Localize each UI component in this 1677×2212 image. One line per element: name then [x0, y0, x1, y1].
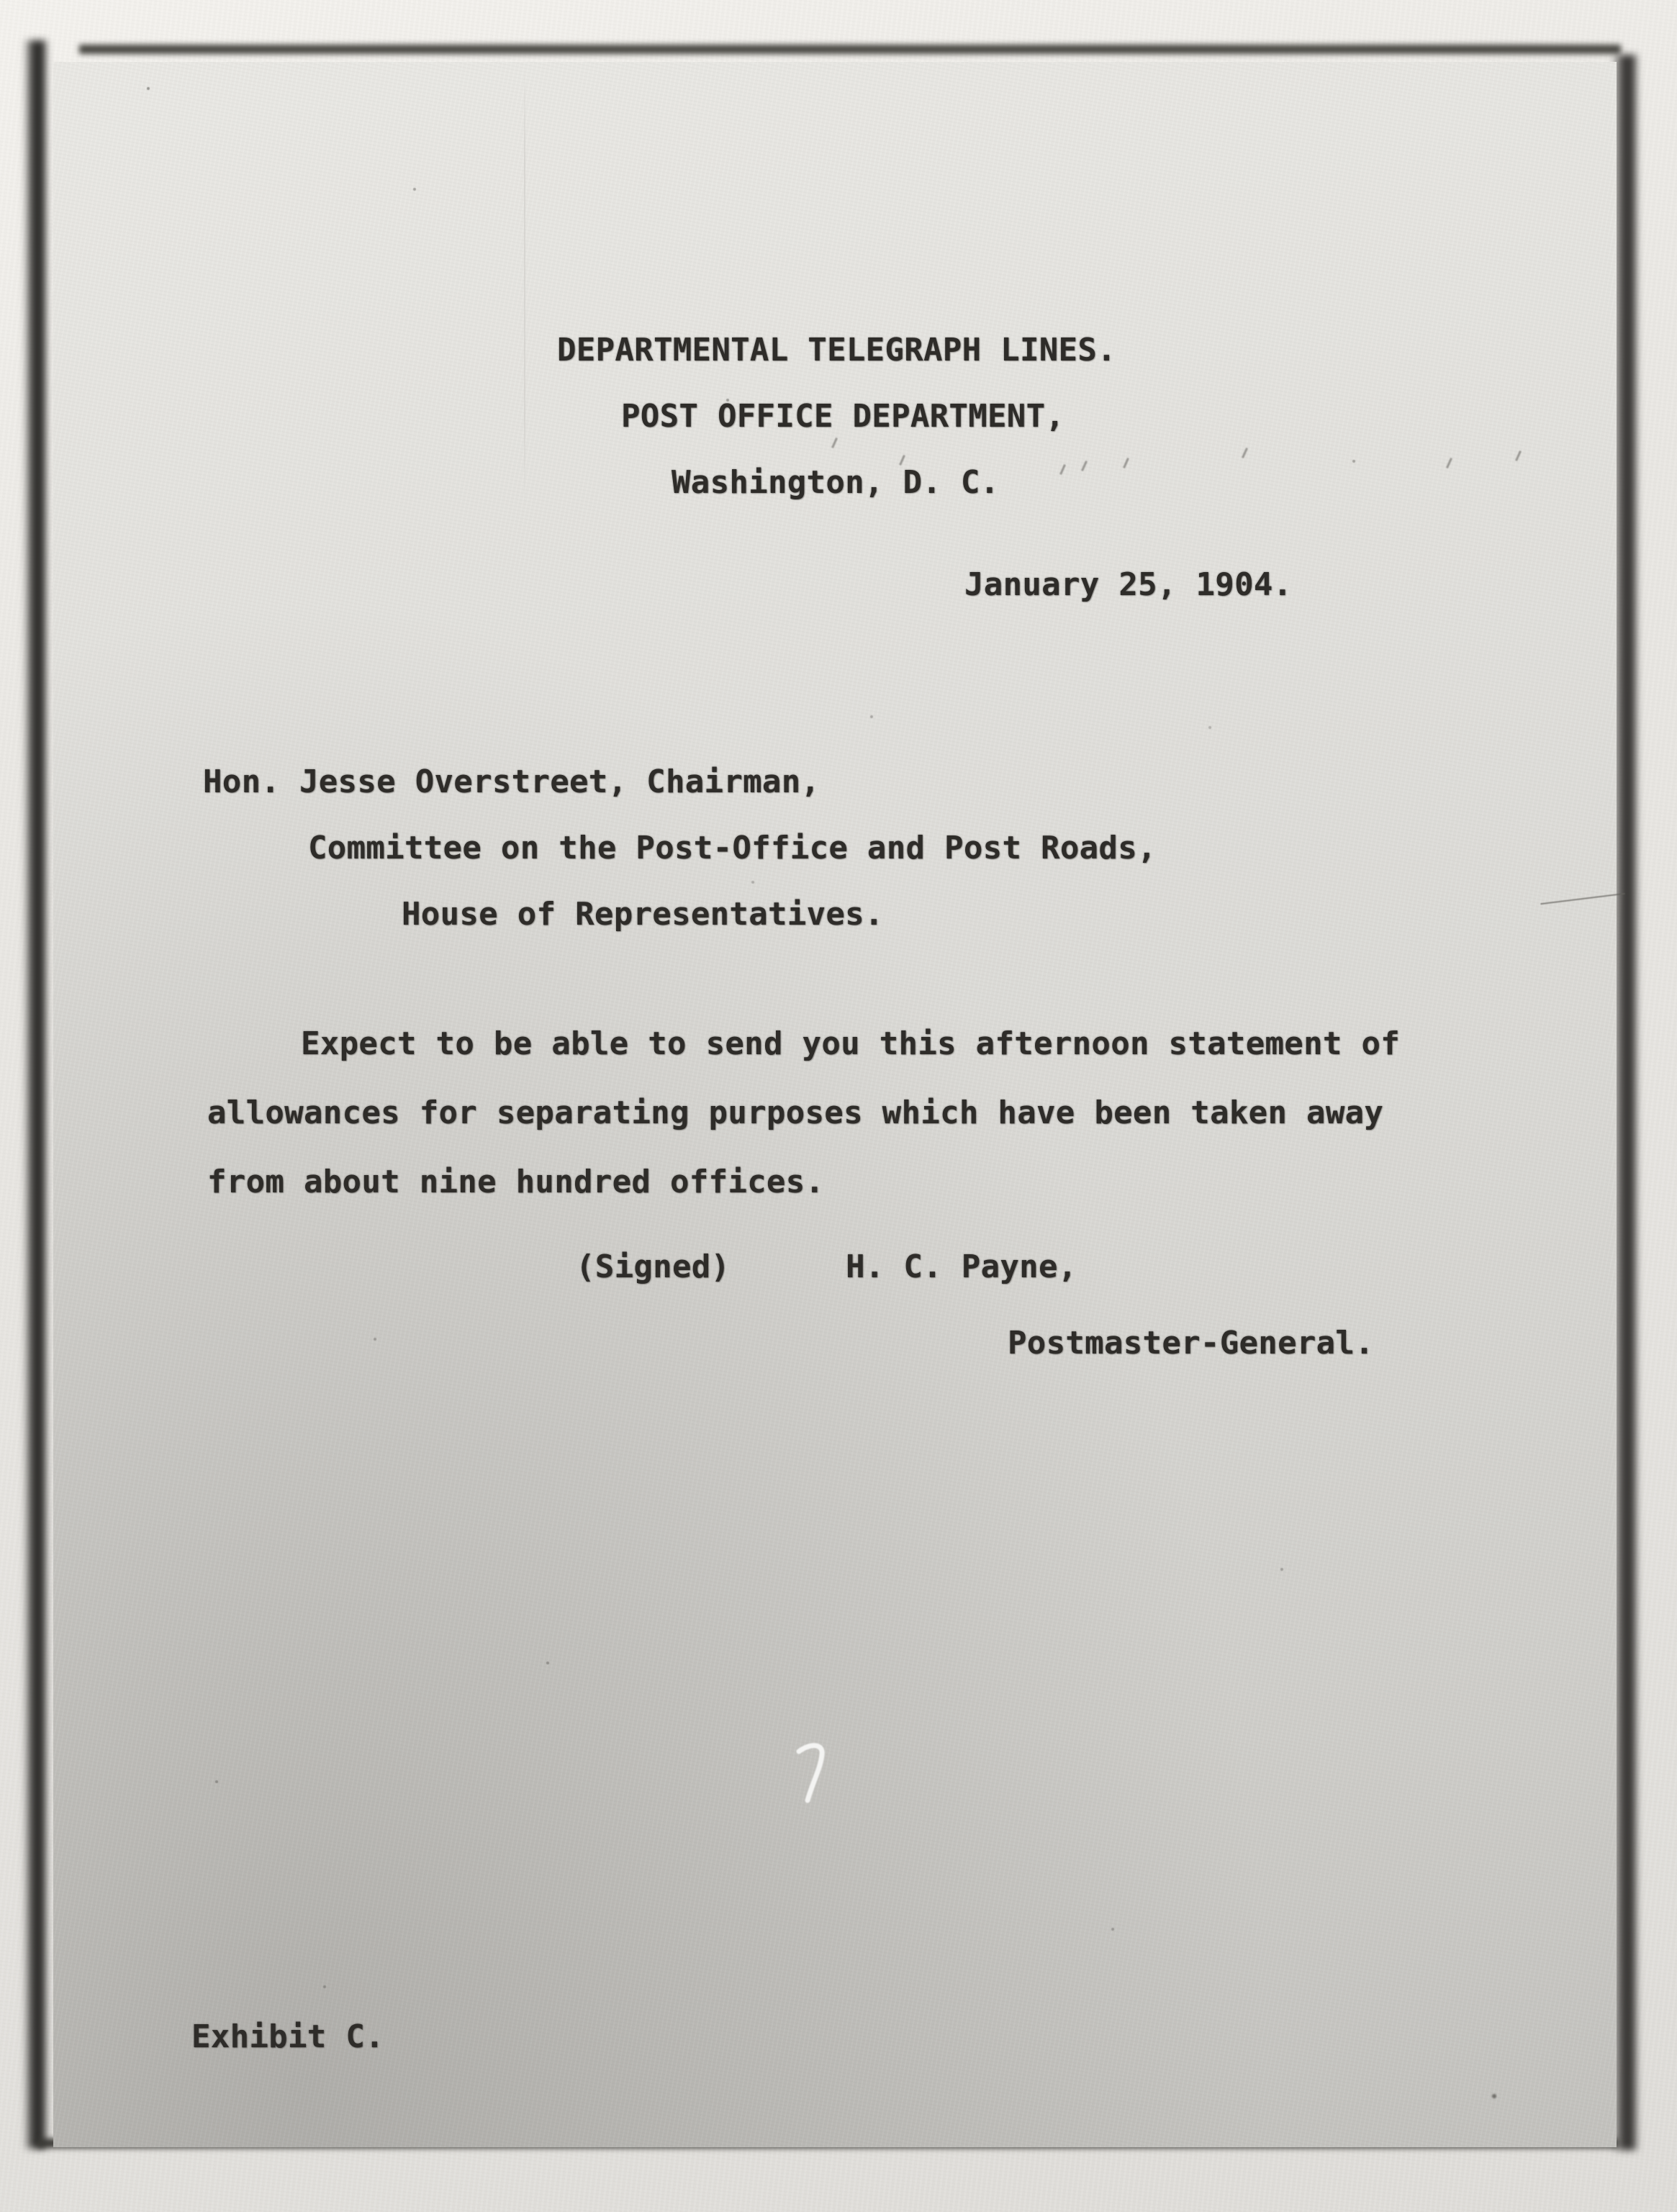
pencil-tick-mark — [1081, 461, 1088, 471]
paper-edge-shadow-top — [79, 45, 1621, 54]
paper-edge-shadow-right — [1614, 55, 1638, 2150]
recipient-line-3: House of Representatives. — [402, 896, 884, 933]
pencil-tick-mark — [1242, 448, 1248, 458]
pencil-tick-mark — [1059, 464, 1066, 475]
exhibit-label: Exhibit C. — [191, 2018, 384, 2055]
letterhead-line-2: POST OFFICE DEPARTMENT, — [621, 398, 1065, 435]
pencil-tick-mark — [831, 438, 838, 448]
pencil-tick-mark — [1123, 458, 1129, 468]
body-line-1: Expect to be able to send you this afternoon statement of — [301, 1025, 1401, 1062]
body-line-2: allowances for separating purposes which have been taken away — [207, 1094, 1384, 1131]
signature-line: (Signed) H. C. Payne, — [576, 1248, 1077, 1285]
paper-scratch-mark — [1540, 893, 1624, 905]
pencil-tick-mark — [1446, 458, 1452, 468]
pencil-tick-mark — [1515, 450, 1522, 461]
white-fiber-mark — [792, 1739, 835, 1810]
letterhead-line-3: Washington, D. C. — [672, 464, 1000, 501]
paper-crease-mark — [524, 68, 525, 507]
date-line: January 25, 1904. — [964, 566, 1293, 603]
recipient-line-1: Hon. Jesse Overstreet, Chairman, — [203, 763, 821, 800]
letter-paper — [53, 62, 1617, 2147]
recipient-line-2: Committee on the Post-Office and Post Roads, — [308, 830, 1157, 866]
letterhead-line-1: DEPARTMENTAL TELEGRAPH LINES. — [557, 332, 1116, 368]
body-line-3: from about nine hundred offices. — [207, 1164, 825, 1200]
signature-title-line: Postmaster-General. — [1008, 1325, 1375, 1361]
paper-edge-shadow-left — [24, 40, 48, 2149]
dust-specks — [53, 62, 55, 63]
